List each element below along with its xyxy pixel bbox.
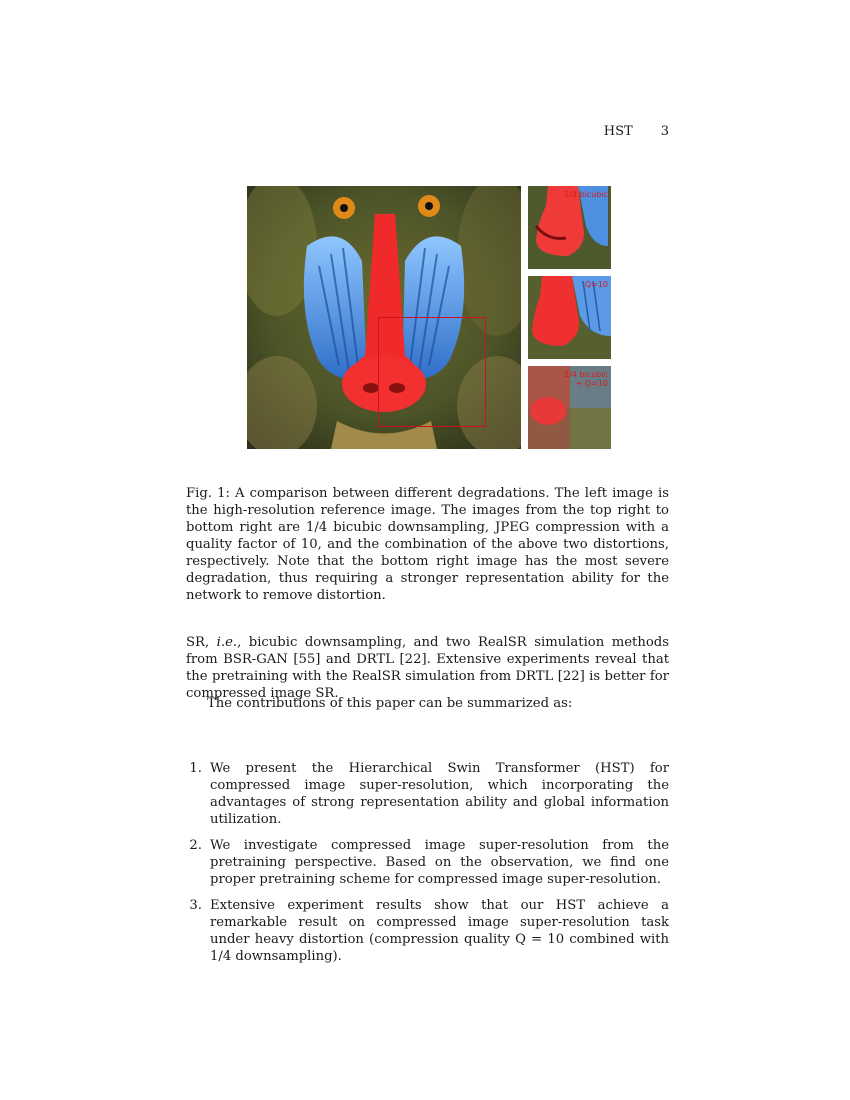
thumbnail-label: 1/4 bicubic + Q=10 <box>564 370 608 388</box>
list-item <box>186 897 669 965</box>
mandrill-reference-image <box>247 186 521 449</box>
list-item <box>186 837 669 888</box>
thumbnail-label: Q=10 <box>584 280 608 289</box>
figure-1 <box>247 186 611 449</box>
crop-region-box <box>378 317 486 427</box>
para-text-b: , bicubic downsampling, and two RealSR simulation methods from BSR-GAN [55] and DRTL [22]. Extensive experiments reveal that the pretraining with the RealSR simulation from DRTL [22] is better for compressed image SR. <box>186 635 669 701</box>
contributions-list <box>186 760 669 974</box>
thumbnail-label: 1/4 bicubic <box>564 190 608 199</box>
running-title: HST <box>603 124 633 139</box>
list-text: We investigate compressed image super-resolution from the pretraining perspective. Based on the observation, we find one proper pretraining scheme for compressed image super-resolution. <box>210 838 669 887</box>
list-text: We present the Hierarchical Swin Transformer (HST) for compressed image super-resolution, which incorporating the advantages of strong representation ability and global information utilization. <box>210 761 669 827</box>
list-number: 1. <box>189 761 202 776</box>
running-header <box>604 124 669 139</box>
contributions-intro: The contributions of this paper can be summarized as: <box>207 696 573 711</box>
page-number: 3 <box>660 124 669 139</box>
para-text-ie: i.e. <box>216 635 238 650</box>
list-text: Extensive experiment results show that our HST achieve a remarkable result on compressed image super-resolution task under heavy distortion (compression quality Q = 10 combined with 1/4 downsampling). <box>210 898 669 964</box>
thumbnail-jpeg <box>528 276 611 359</box>
list-item <box>186 760 669 828</box>
para-text-a: SR, <box>186 635 217 650</box>
list-number: 2. <box>189 838 202 853</box>
list-number: 3. <box>189 898 202 913</box>
thumbnail-bicubic-jpeg <box>528 366 611 449</box>
body-paragraph <box>186 634 669 702</box>
figure-caption: Fig. 1: A comparison between different degradations. The left image is the high-resolution reference image. The images from the top right to bottom right are 1/4 bicubic downsampling, JPEG compression with a quality factor of 10, and the combination of the above two distortions, respectively. Note that the bottom right image has the most severe degradation, thus requiring a stronger representation ability for the network to remove distortion. <box>186 486 669 603</box>
thumbnail-bicubic <box>528 186 611 269</box>
